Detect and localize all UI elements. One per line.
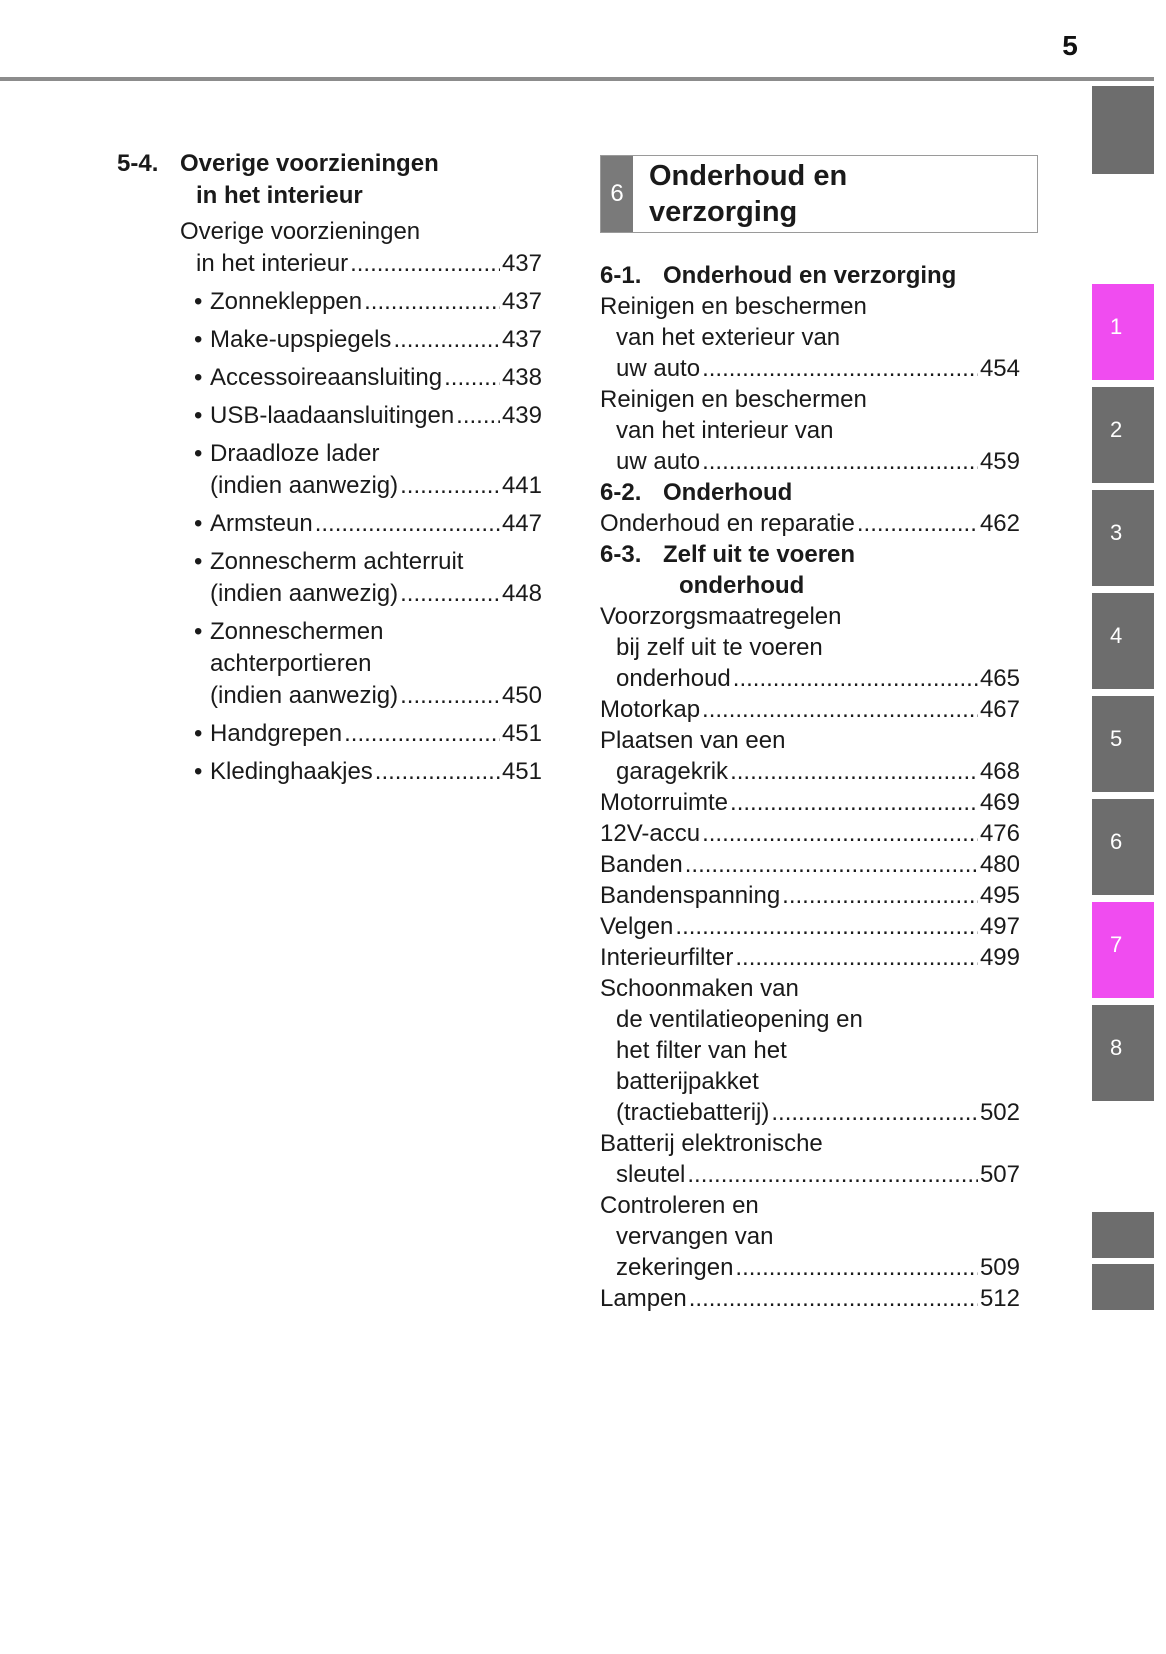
toc-entry-row: [600, 942, 1020, 973]
toc-entry-row: [600, 694, 1020, 725]
toc-page-number: 451: [501, 720, 542, 747]
toc-page-number: 502: [979, 1099, 1020, 1126]
toc-entry-title: Motorruimte: [600, 789, 729, 816]
toc-entry-line: Draadloze lader: [210, 440, 380, 467]
toc-subentry-text: [194, 756, 542, 788]
toc-entry-row: [210, 718, 542, 750]
chapter-tab-4[interactable]: [1092, 593, 1154, 689]
side-tab-blank[interactable]: [1092, 86, 1154, 174]
toc-entry[interactable]: [600, 973, 1020, 1128]
toc-entry[interactable]: [117, 216, 542, 280]
toc-entry-title: (indien aanwezig): [210, 580, 399, 607]
toc-subentry[interactable]: [117, 756, 542, 788]
leader-dots: [350, 248, 500, 280]
toc-entry-line: Controleren en: [600, 1192, 759, 1219]
toc-subentry[interactable]: [117, 286, 542, 318]
leader-dots: [456, 400, 500, 432]
section-number: 6-1.: [600, 262, 642, 289]
toc-subentry-text: [194, 616, 542, 712]
toc-subentry[interactable]: [117, 324, 542, 356]
leader-dots: [702, 818, 978, 849]
toc-page-number: 476: [979, 820, 1020, 847]
toc-entry-line: Zonneschermen: [210, 618, 384, 645]
leader-dots: [702, 446, 978, 477]
toc-entry[interactable]: [600, 725, 1020, 787]
chapter-title-line1: Onderhoud en: [649, 160, 848, 192]
bullet: •: [194, 548, 203, 575]
toc-subentry-text: [194, 400, 542, 432]
chapter-tab-2[interactable]: [1092, 387, 1154, 483]
toc-entry-row: [600, 353, 1020, 384]
chapter-tab-label: 5: [1110, 726, 1123, 751]
toc-entry-row: [600, 1097, 1020, 1128]
toc-page-number: 451: [501, 758, 542, 785]
toc-entry-row: [210, 680, 542, 712]
toc-entry-title: in het interieur: [196, 250, 349, 277]
bullet: •: [194, 758, 203, 785]
chapter-title-line2: verzorging: [649, 196, 798, 228]
section-number: 6-3.: [600, 541, 642, 568]
chapter-tab-6[interactable]: [1092, 799, 1154, 895]
leader-dots: [687, 1159, 978, 1190]
right-column: [600, 260, 1020, 1314]
toc-entry-row: [600, 911, 1020, 942]
toc-entry[interactable]: [600, 1128, 1020, 1190]
toc-subentry[interactable]: [117, 546, 542, 610]
toc-entry[interactable]: [600, 942, 1020, 973]
toc-page-number: 469: [979, 789, 1020, 816]
toc-page-number: 439: [501, 402, 542, 429]
leader-dots: [702, 353, 978, 384]
toc-entry-title: Accessoireaansluiting: [210, 364, 443, 391]
toc-entry-title: Lampen: [600, 1285, 687, 1312]
bullet: •: [194, 440, 203, 467]
section-number: 6-2.: [600, 479, 642, 506]
toc-entry-title: uw auto: [616, 355, 701, 382]
bullet: •: [194, 720, 203, 747]
chapter-tab-label: 8: [1110, 1035, 1123, 1060]
chapter-tab-label: 7: [1110, 932, 1123, 957]
toc-entry-line: Zonnescherm achterruit: [210, 548, 464, 575]
toc-entry-row: [600, 446, 1020, 477]
toc-page-number: 447: [501, 510, 542, 537]
toc-entry[interactable]: [600, 508, 1020, 539]
leader-dots: [733, 663, 978, 694]
leader-dots: [400, 470, 500, 502]
toc-entry-row: [600, 1159, 1020, 1190]
toc-entry[interactable]: [600, 787, 1020, 818]
bullet: •: [194, 326, 203, 353]
section-number: 5-4.: [117, 150, 159, 177]
toc-page-number: 441: [501, 472, 542, 499]
toc-entry-line: Schoonmaken van: [600, 975, 799, 1002]
toc-entry[interactable]: [600, 601, 1020, 694]
toc-entry-title: Handgrepen: [210, 720, 343, 747]
toc-subentry-text: [194, 718, 542, 750]
left-column: [117, 148, 542, 794]
toc-entry-line: het filter van het: [616, 1037, 787, 1064]
leader-dots: [315, 508, 500, 540]
toc-subentry[interactable]: [117, 616, 542, 712]
leader-dots: [857, 508, 978, 539]
toc-page-number: 459: [979, 448, 1020, 475]
side-tab-blank[interactable]: [1092, 1212, 1154, 1258]
toc-entry[interactable]: [600, 384, 1020, 477]
toc-entry-title: Interieurfilter: [600, 944, 734, 971]
toc-entry-row: [600, 880, 1020, 911]
toc-page-number: 467: [979, 696, 1020, 723]
toc-entry-title: (tractiebatterij): [616, 1099, 770, 1126]
toc-entry-row: [210, 756, 542, 788]
toc-entry-row: [210, 470, 542, 502]
toc-page-number: 454: [979, 355, 1020, 382]
toc-entry-row: [600, 663, 1020, 694]
toc-entry-title: garagekrik: [616, 758, 729, 785]
bullet: •: [194, 364, 203, 391]
toc-entry-title: Velgen: [600, 913, 674, 940]
top-rule: [0, 77, 1154, 81]
toc-entry[interactable]: [600, 849, 1020, 880]
toc-entry-line: van het interieur van: [616, 417, 834, 444]
toc-page-number: 512: [979, 1285, 1020, 1312]
toc-entry-row: [600, 787, 1020, 818]
page-number: 5: [1062, 30, 1078, 61]
leader-dots: [393, 324, 500, 356]
toc-page-number: 468: [979, 758, 1020, 785]
toc-entry-line: vervangen van: [616, 1223, 774, 1250]
toc-entry-line: de ventilatieopening en: [616, 1006, 863, 1033]
leader-dots: [364, 286, 500, 318]
toc-entry-row: [600, 849, 1020, 880]
toc-subentry[interactable]: [117, 508, 542, 540]
toc-entry-title: USB-laadaansluitingen: [210, 402, 455, 429]
toc-entry-title: Zonnekleppen: [210, 288, 363, 315]
toc-entry-line: achterportieren: [210, 650, 372, 677]
toc-entry-line: batterijpakket: [616, 1068, 759, 1095]
leader-dots: [675, 911, 978, 942]
chapter-tab-3[interactable]: [1092, 490, 1154, 586]
chapter-tab-label: 3: [1110, 520, 1123, 545]
chapter-tab-label: 1: [1110, 314, 1123, 339]
section-title-line1: Onderhoud en verzorging: [663, 262, 957, 289]
toc-page-number: 495: [979, 882, 1020, 909]
section-title-line1: Zelf uit te voeren: [663, 541, 856, 568]
toc-entry[interactable]: [600, 694, 1020, 725]
toc-entry-line: Overige voorzieningen: [180, 218, 421, 245]
toc-entry-title: Motorkap: [600, 696, 701, 723]
leader-dots: [344, 718, 500, 750]
toc-entry-title: onderhoud: [616, 665, 731, 692]
bullet: •: [194, 618, 203, 645]
toc-entry-title: Onderhoud en reparatie: [600, 510, 855, 537]
leader-dots: [730, 787, 978, 818]
toc-subentry-text: [194, 546, 542, 610]
toc-entry-row: [600, 508, 1020, 539]
toc-entry[interactable]: [600, 291, 1020, 384]
leader-dots: [685, 849, 978, 880]
leader-dots: [375, 756, 500, 788]
chapter-tab-8[interactable]: [1092, 1005, 1154, 1101]
leader-dots: [444, 362, 500, 394]
toc-entry-row: [600, 818, 1020, 849]
chapter-tab-label: 2: [1110, 417, 1123, 442]
toc-entry-title: zekeringen: [616, 1254, 734, 1281]
toc-entry-row: [210, 400, 542, 432]
leader-dots: [782, 880, 978, 911]
toc-entry[interactable]: [600, 1190, 1020, 1283]
toc-entry-title: (indien aanwezig): [210, 472, 399, 499]
toc-entry-title: sleutel: [616, 1161, 686, 1188]
toc-entry-line: van het exterieur van: [616, 324, 841, 351]
toc-subentry[interactable]: [117, 400, 542, 432]
toc-subentry[interactable]: [117, 362, 542, 394]
toc-page-number: 509: [979, 1254, 1020, 1281]
toc-page-number: 437: [501, 250, 542, 277]
toc-subentry-text: [194, 286, 542, 318]
toc-page-number: 507: [979, 1161, 1020, 1188]
leader-dots: [730, 756, 978, 787]
section-title-line1: Overige voorzieningen: [180, 150, 439, 177]
toc-entry-line: Reinigen en beschermen: [600, 293, 867, 320]
toc-entry-row: [210, 578, 542, 610]
toc-entry-title: (indien aanwezig): [210, 682, 399, 709]
chapter-tab-label: 4: [1110, 623, 1123, 648]
toc-entry-row: [600, 1283, 1020, 1314]
section-title-line2: onderhoud: [679, 572, 805, 599]
toc-entry[interactable]: [600, 818, 1020, 849]
toc-entry-line: Plaatsen van een: [600, 727, 786, 754]
toc-entry-title: Kledinghaakjes: [210, 758, 373, 785]
toc-entry[interactable]: [600, 911, 1020, 942]
toc-entry-title: Armsteun: [210, 510, 313, 537]
bullet: •: [194, 402, 203, 429]
toc-page-number: 497: [979, 913, 1020, 940]
chapter-tab-1[interactable]: [1092, 284, 1154, 380]
bullet: •: [194, 510, 203, 537]
chapter-heading: [600, 155, 1038, 233]
toc-entry-row: [600, 756, 1020, 787]
chapter-tab-7[interactable]: [1092, 902, 1154, 998]
leader-dots: [771, 1097, 978, 1128]
leader-dots: [702, 694, 978, 725]
toc-subentry-text: [194, 324, 542, 356]
toc-entry-row: [600, 1252, 1020, 1283]
section-heading: [600, 477, 1020, 508]
toc-entry-row: [210, 362, 542, 394]
toc-entry-line: Voorzorgsmaatregelen: [600, 603, 842, 630]
toc-subentry-text: [194, 508, 542, 540]
toc-entry-title: 12V-accu: [600, 820, 701, 847]
toc-entry-title: Banden: [600, 851, 683, 878]
leader-dots: [400, 578, 500, 610]
side-tab-blank[interactable]: [1092, 1264, 1154, 1310]
chapter-tab-5[interactable]: [1092, 696, 1154, 792]
toc-entry-title: uw auto: [616, 448, 701, 475]
section-heading: [600, 260, 1020, 291]
leader-dots: [735, 1252, 978, 1283]
toc-subentry-text: [194, 438, 542, 502]
section-title-line2: in het interieur: [196, 182, 363, 209]
toc-page-number: 480: [979, 851, 1020, 878]
leader-dots: [400, 680, 500, 712]
toc-page-number: 450: [501, 682, 542, 709]
toc-page-number: 462: [979, 510, 1020, 537]
section-title-line1: Onderhoud: [663, 479, 793, 506]
toc-subentry[interactable]: [117, 718, 542, 750]
toc-entry-row: [210, 324, 542, 356]
bullet: •: [194, 288, 203, 315]
toc-page-number: 438: [501, 364, 542, 391]
toc-entry[interactable]: [600, 1283, 1020, 1314]
toc-entry-title: Make-upspiegels: [210, 326, 392, 353]
section-heading-5-4: [117, 148, 542, 212]
toc-page-number: 437: [501, 288, 542, 315]
toc-entry[interactable]: [600, 880, 1020, 911]
toc-subentry-text: [194, 362, 542, 394]
toc-entry-line: Batterij elektronische: [600, 1130, 823, 1157]
toc-page-number: 465: [979, 665, 1020, 692]
toc-entry-line: bij zelf uit te voeren: [616, 634, 823, 661]
toc-page-number: 448: [501, 580, 542, 607]
leader-dots: [689, 1283, 978, 1314]
toc-subentry[interactable]: [117, 438, 542, 502]
toc-entry-line: Reinigen en beschermen: [600, 386, 867, 413]
toc-entry-row: [210, 286, 542, 318]
toc-entry-title: Bandenspanning: [600, 882, 781, 909]
chapter-number: 6: [601, 156, 633, 232]
toc-page-number: 499: [979, 944, 1020, 971]
chapter-tab-label: 6: [1110, 829, 1123, 854]
toc-entry-row: [210, 508, 542, 540]
toc-page-number: 437: [501, 326, 542, 353]
section-heading: [600, 539, 1020, 601]
leader-dots: [735, 942, 978, 973]
